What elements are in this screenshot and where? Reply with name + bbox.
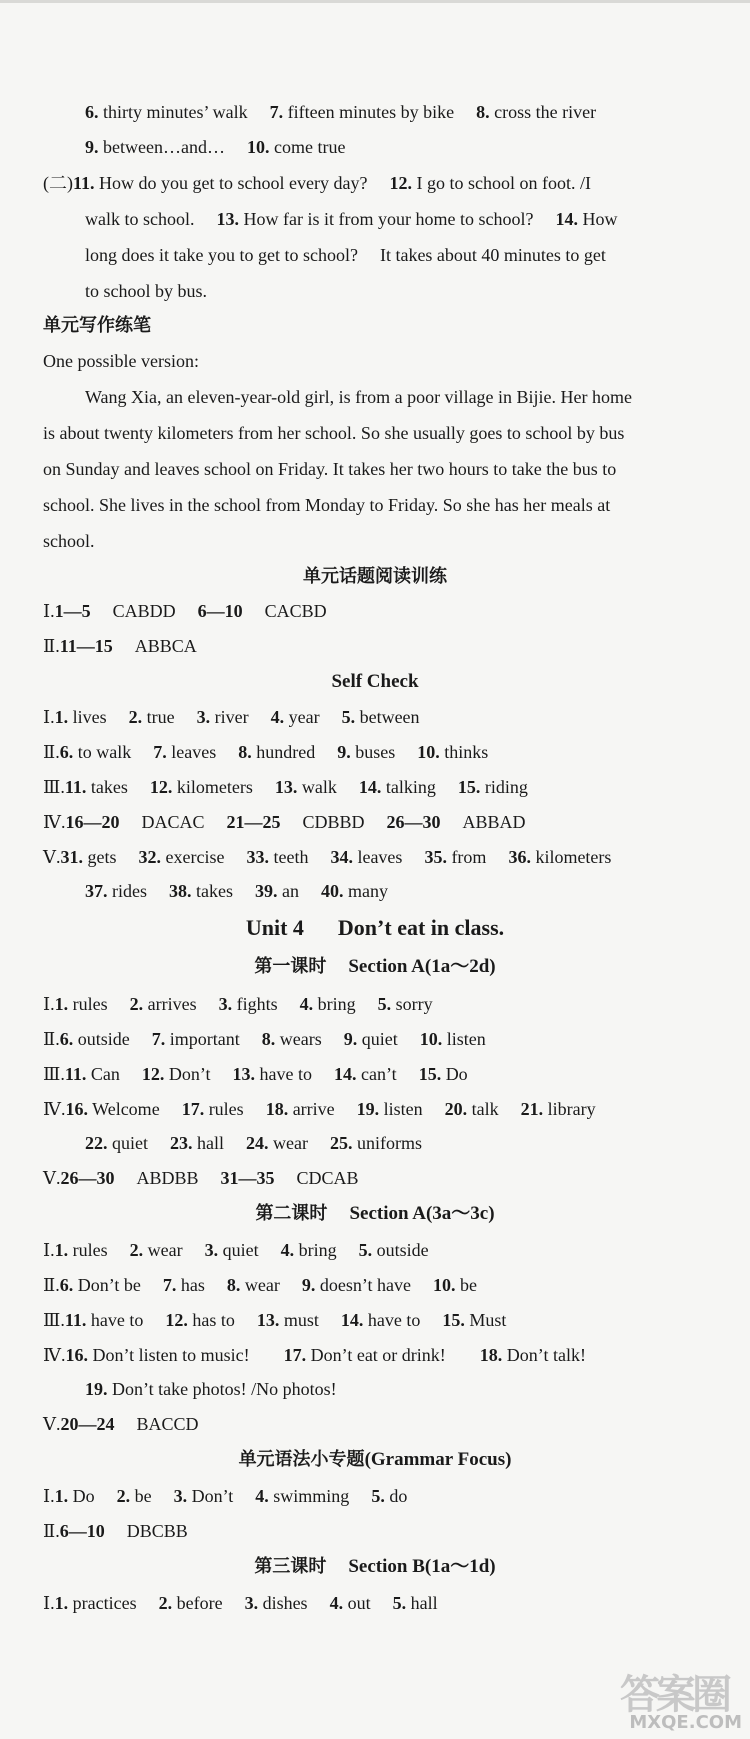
answer-text: kilometers — [172, 777, 253, 797]
item-number: 2. — [116, 1486, 131, 1506]
answer-line — [85, 207, 617, 231]
answer-line — [85, 1377, 337, 1401]
item-number: 4. — [280, 1240, 295, 1260]
item-number: 1—5 — [54, 601, 91, 621]
item-number: 7. — [269, 102, 284, 122]
item-number: 2. — [128, 707, 143, 727]
answer-line — [43, 1343, 586, 1367]
answer-text: rules — [68, 1240, 108, 1260]
answer-text: One possible version: — [43, 351, 199, 371]
item-number: 5. — [341, 707, 356, 727]
answer-line — [85, 243, 606, 267]
section-heading — [0, 670, 750, 694]
answer-text: DBCBB — [126, 1521, 188, 1541]
answer-text: bring — [294, 1240, 337, 1260]
item-number: 10. — [417, 742, 440, 762]
answer-line — [43, 775, 528, 799]
item-number: 4. — [329, 1593, 344, 1613]
item-number: 16. — [65, 1345, 88, 1365]
answer-text: Ⅱ. — [43, 636, 60, 656]
answer-text: thinks — [439, 742, 489, 762]
answer-text: Section A(3a～3c) — [349, 1203, 495, 1224]
answer-text: Ⅰ. — [43, 707, 55, 727]
answer-text: riding — [480, 777, 528, 797]
answer-text: Do — [441, 1064, 468, 1084]
item-number: 20. — [444, 1099, 468, 1119]
answer-text: walk to school. — [85, 209, 195, 229]
answer-line — [43, 1519, 188, 1543]
item-number: 2. — [129, 994, 144, 1014]
answer-text: Don’t listen to music! — [87, 1345, 250, 1365]
answer-text: ABDBB — [136, 1168, 199, 1188]
item-number: 14. — [555, 209, 578, 229]
answer-text: have to — [255, 1064, 313, 1084]
answer-text: Don’t take photos! /No photos! — [107, 1379, 337, 1399]
answer-text: gets — [83, 847, 117, 867]
answer-line — [85, 879, 388, 903]
answer-text: walk — [297, 777, 337, 797]
answer-line — [43, 529, 95, 553]
item-number: 1. — [54, 994, 69, 1014]
answer-text: listen — [379, 1099, 423, 1119]
item-number: 26—30 — [386, 812, 441, 832]
answer-text: I go to school on foot. /I — [411, 173, 591, 193]
answer-text: quiet — [107, 1133, 148, 1153]
answer-text: ABBCA — [134, 636, 197, 656]
item-number: 14. — [340, 1310, 364, 1330]
answer-text: between — [355, 707, 420, 727]
item-number: 13. — [256, 1310, 280, 1330]
answer-text: Ⅳ. — [43, 1099, 66, 1119]
item-number: 10. — [433, 1275, 456, 1295]
answer-line — [43, 992, 433, 1016]
answer-text: How far is it from your home to school? — [239, 209, 534, 229]
answer-line — [43, 171, 591, 195]
answer-text: Ⅳ. — [43, 1345, 66, 1365]
item-number: 1. — [54, 1486, 69, 1506]
answer-text: hall — [406, 1593, 438, 1613]
answer-text: Ⅴ. — [43, 1414, 61, 1434]
answer-text: Don’t eat or drink! — [306, 1345, 446, 1365]
answer-text: Must — [464, 1310, 507, 1330]
item-number: 6—10 — [59, 1521, 105, 1541]
answer-text: rules — [68, 994, 108, 1014]
answer-text: buses — [350, 742, 396, 762]
item-number: 17. — [283, 1345, 307, 1365]
answer-line — [43, 810, 526, 834]
answer-text: has to — [187, 1310, 235, 1330]
answer-text: Ⅱ. — [43, 1275, 60, 1295]
answer-text: Do — [68, 1486, 95, 1506]
section-heading — [0, 916, 750, 940]
answer-line — [43, 1027, 486, 1051]
answer-text: CACBD — [264, 601, 327, 621]
answer-text: takes — [191, 881, 233, 901]
answer-text: be — [455, 1275, 478, 1295]
answer-text: before — [172, 1593, 223, 1613]
item-number: 13. — [274, 777, 298, 797]
watermark-logo: 答案圈 — [620, 1672, 728, 1718]
section-heading — [0, 1448, 750, 1472]
answer-line — [43, 421, 624, 445]
item-number: 23. — [170, 1133, 193, 1153]
item-number: 4. — [299, 994, 314, 1014]
answer-text: Ⅰ. — [43, 1486, 55, 1506]
item-number: 14. — [334, 1064, 357, 1084]
item-number: 7. — [151, 1029, 166, 1049]
answer-line — [43, 845, 611, 869]
item-number: 5. — [392, 1593, 407, 1613]
item-number: 9. — [85, 137, 99, 157]
answer-line — [43, 1238, 429, 1262]
item-number: 1. — [54, 707, 69, 727]
item-number: 6. — [59, 1275, 74, 1295]
answer-text: It takes about 40 minutes to get — [379, 245, 606, 265]
answer-text: talk — [467, 1099, 499, 1119]
item-number: 5. — [377, 994, 392, 1014]
answer-text: Ⅰ. — [43, 601, 55, 621]
item-number: 3. — [218, 994, 233, 1014]
section-heading — [0, 1202, 750, 1226]
item-number: 12. — [149, 777, 173, 797]
answer-line — [43, 599, 327, 623]
item-number: 40. — [320, 881, 344, 901]
item-number: 35. — [424, 847, 447, 867]
answer-text: do — [384, 1486, 408, 1506]
item-number: 15. — [442, 1310, 465, 1330]
item-number: 31—35 — [220, 1168, 275, 1188]
answer-text: Ⅱ. — [43, 742, 60, 762]
answer-text: long does it take you to get to school? — [85, 245, 358, 265]
item-number: 19. — [85, 1379, 108, 1399]
answer-text: quiet — [218, 1240, 259, 1260]
watermark — [612, 1663, 742, 1733]
answer-text: Ⅱ. — [43, 1029, 60, 1049]
item-number: 8. — [238, 742, 252, 762]
answer-text: Don’t talk! — [502, 1345, 586, 1365]
answer-text: to walk — [73, 742, 132, 762]
item-number: 11. — [64, 777, 87, 797]
answer-text: Don’t eat in class. — [337, 915, 505, 940]
answer-text: wear — [268, 1133, 308, 1153]
answer-text: outside — [73, 1029, 130, 1049]
item-number: 21—25 — [226, 812, 281, 832]
answer-text: be — [130, 1486, 152, 1506]
answer-text: Ⅰ. — [43, 994, 55, 1014]
answer-text: Can — [86, 1064, 120, 1084]
answer-text: out — [343, 1593, 371, 1613]
item-number: 9. — [343, 1029, 358, 1049]
item-number: 32. — [138, 847, 161, 867]
item-number: 11. — [64, 1310, 87, 1330]
item-number: 13. — [216, 209, 239, 229]
item-number: 7. — [162, 1275, 177, 1295]
answer-line — [43, 634, 197, 658]
item-number: 10. — [246, 137, 270, 157]
answer-text: Unit 4 — [245, 915, 304, 940]
item-number: 20—24 — [60, 1414, 115, 1434]
answer-text: (二) — [43, 173, 73, 193]
answer-line — [43, 1273, 477, 1297]
item-number: 34. — [330, 847, 353, 867]
answer-text: wear — [240, 1275, 280, 1295]
answer-text: on Sunday and leaves school on Friday. It takes her two hours to take the bus to — [43, 459, 617, 479]
answer-text: many — [343, 881, 388, 901]
answer-text: rules — [204, 1099, 244, 1119]
answer-text: between…and… — [98, 137, 225, 157]
answer-line — [43, 1412, 199, 1436]
answer-text: true — [142, 707, 175, 727]
answer-text: How do you get to school every day? — [94, 173, 368, 193]
answer-text: must — [279, 1310, 319, 1330]
section-heading — [0, 565, 750, 589]
answer-text: doesn’t have — [315, 1275, 412, 1295]
item-number: 24. — [246, 1133, 269, 1153]
item-number: 9. — [301, 1275, 316, 1295]
answer-text: CABDD — [112, 601, 176, 621]
answer-text: rides — [107, 881, 147, 901]
answer-line — [43, 705, 420, 729]
answer-text: have to — [363, 1310, 421, 1330]
answer-text: fights — [232, 994, 278, 1014]
answer-text: sorry — [391, 994, 433, 1014]
item-number: 8. — [476, 102, 490, 122]
answer-text: Don’t — [164, 1064, 211, 1084]
item-number: 1. — [54, 1593, 69, 1613]
answer-text: arrive — [288, 1099, 335, 1119]
item-number: 10. — [419, 1029, 443, 1049]
section-heading — [0, 1555, 750, 1579]
answer-line — [43, 740, 488, 764]
answer-text: Ⅰ. — [43, 1593, 55, 1613]
item-number: 16—20 — [65, 812, 120, 832]
item-number: 4. — [270, 707, 285, 727]
answer-text: DACAC — [141, 812, 205, 832]
answer-text: Wang Xia, an eleven-year-old girl, is from a poor village in Bijie. Her home — [85, 387, 633, 407]
answer-text: bring — [313, 994, 356, 1014]
answer-text: hundred — [251, 742, 316, 762]
item-number: 6. — [59, 742, 74, 762]
item-number: 11—15 — [59, 636, 113, 656]
item-number: 38. — [169, 881, 192, 901]
answer-text: Ⅲ. — [43, 1310, 65, 1330]
answer-text: is about twenty kilometers from her school. So she usually goes to school by bus — [43, 423, 625, 443]
answer-text: thirty minutes’ walk — [98, 102, 248, 122]
answer-text: CDCAB — [296, 1168, 359, 1188]
answer-text: teeth — [268, 847, 309, 867]
item-number: 17. — [181, 1099, 205, 1119]
answer-text: Ⅰ. — [43, 1240, 55, 1260]
answer-text: 第二课时 — [255, 1203, 328, 1224]
answer-text: hall — [192, 1133, 224, 1153]
item-number: 12. — [165, 1310, 188, 1330]
answer-line — [85, 1131, 422, 1155]
answer-line — [43, 457, 616, 481]
answer-text: dishes — [258, 1593, 308, 1613]
item-number: 5. — [358, 1240, 373, 1260]
item-number: 3. — [173, 1486, 188, 1506]
item-number: 2. — [129, 1240, 144, 1260]
item-number: 1. — [54, 1240, 69, 1260]
answer-line — [43, 314, 151, 338]
item-number: 9. — [337, 742, 351, 762]
answer-text: river — [210, 707, 249, 727]
item-number: 15. — [418, 1064, 442, 1084]
answer-text: (Grammar Focus) — [364, 1449, 512, 1470]
answer-text: to school by bus. — [85, 281, 208, 301]
answer-text: practices — [68, 1593, 137, 1613]
answer-text: Welcome — [87, 1099, 160, 1119]
item-number: 13. — [232, 1064, 256, 1084]
item-number: 19. — [356, 1099, 380, 1119]
answer-line — [43, 1308, 506, 1332]
answer-text: Ⅲ. — [43, 777, 65, 797]
answer-text: arrives — [143, 994, 197, 1014]
item-number: 36. — [508, 847, 531, 867]
answer-text: Don’t be — [73, 1275, 141, 1295]
answer-text: has — [176, 1275, 205, 1295]
answer-text: leaves — [166, 742, 217, 762]
item-number: 37. — [85, 881, 108, 901]
answer-text: have to — [86, 1310, 144, 1330]
item-number: 11. — [73, 173, 95, 193]
answer-text: school. — [43, 531, 95, 551]
item-number: 3. — [196, 707, 211, 727]
answer-line — [43, 1484, 407, 1508]
answer-text: important — [165, 1029, 240, 1049]
answer-text: kilometers — [530, 847, 612, 867]
item-number: 31. — [60, 847, 83, 867]
answer-text: How — [577, 209, 618, 229]
item-number: 8. — [226, 1275, 241, 1295]
answer-text: Ⅳ. — [43, 812, 66, 832]
answer-text: cross the river — [489, 102, 597, 122]
item-number: 6—10 — [197, 601, 243, 621]
answer-text: ABBAD — [462, 812, 526, 832]
answer-text: talking — [381, 777, 436, 797]
answer-text: quiet — [357, 1029, 398, 1049]
answer-text: come true — [269, 137, 346, 157]
answer-text: Section A(1a～2d) — [348, 956, 496, 977]
answer-text: wear — [143, 1240, 183, 1260]
answer-line — [85, 135, 345, 159]
item-number: 39. — [254, 881, 278, 901]
answer-text: Ⅲ. — [43, 1064, 65, 1084]
answer-text: Ⅴ. — [43, 847, 61, 867]
item-number: 33. — [246, 847, 269, 867]
answer-line — [43, 1062, 468, 1086]
item-number: 18. — [479, 1345, 503, 1365]
item-number: 11. — [64, 1064, 87, 1084]
answer-text: BACCD — [136, 1414, 199, 1434]
answer-text: Don’t — [187, 1486, 234, 1506]
answer-line — [85, 279, 207, 303]
answer-text: takes — [86, 777, 128, 797]
answer-line — [85, 385, 632, 409]
answer-text: Ⅱ. — [43, 1521, 60, 1541]
answer-text: Ⅴ. — [43, 1168, 61, 1188]
answer-text: from — [446, 847, 487, 867]
answer-text: wears — [275, 1029, 322, 1049]
answer-line — [43, 493, 610, 517]
answer-text: outside — [372, 1240, 429, 1260]
answer-text: swimming — [268, 1486, 350, 1506]
answer-text: uniforms — [352, 1133, 422, 1153]
answer-line — [43, 349, 199, 373]
answer-text: CDBBD — [302, 812, 365, 832]
watermark-site: MXQE.COM — [629, 1712, 742, 1733]
answer-text: exercise — [161, 847, 225, 867]
answer-text: Self Check — [331, 671, 419, 692]
answer-text: 单元话题阅读训练 — [303, 566, 447, 587]
item-number: 12. — [141, 1064, 165, 1084]
item-number: 3. — [244, 1593, 259, 1613]
item-number: 6. — [59, 1029, 74, 1049]
answer-text: school. She lives in the school from Monday to Friday. So she has her meals at — [43, 495, 611, 515]
answer-text: library — [543, 1099, 596, 1119]
item-number: 8. — [261, 1029, 276, 1049]
section-heading — [0, 955, 750, 979]
item-number: 6. — [85, 102, 99, 122]
item-number: 4. — [255, 1486, 269, 1506]
item-number: 12. — [389, 173, 412, 193]
item-number: 22. — [85, 1133, 108, 1153]
answer-text: lives — [68, 707, 107, 727]
item-number: 2. — [158, 1593, 173, 1613]
answer-text: year — [284, 707, 320, 727]
answer-text: 单元写作练笔 — [43, 315, 151, 336]
answer-line — [85, 100, 596, 124]
item-number: 26—30 — [60, 1168, 115, 1188]
item-number: 15. — [457, 777, 481, 797]
answer-text: Section B(1a～1d) — [348, 1556, 496, 1577]
answer-text: 第三课时 — [254, 1556, 327, 1577]
answer-line — [43, 1166, 359, 1190]
item-number: 21. — [520, 1099, 544, 1119]
answer-text: leaves — [352, 847, 403, 867]
answer-line — [43, 1097, 596, 1121]
item-number: 3. — [204, 1240, 219, 1260]
item-number: 5. — [371, 1486, 385, 1506]
answer-line — [43, 1591, 438, 1615]
item-number: 25. — [329, 1133, 353, 1153]
item-number: 14. — [358, 777, 382, 797]
answer-text: 单元语法小专题 — [238, 1449, 365, 1470]
answer-text: 第一课时 — [254, 956, 327, 977]
item-number: 7. — [153, 742, 167, 762]
item-number: 16. — [65, 1099, 88, 1119]
item-number: 18. — [265, 1099, 289, 1119]
answer-text: listen — [442, 1029, 486, 1049]
answer-text: can’t — [356, 1064, 397, 1084]
answer-text: an — [277, 881, 299, 901]
answer-text: fifteen minutes by bike — [283, 102, 455, 122]
